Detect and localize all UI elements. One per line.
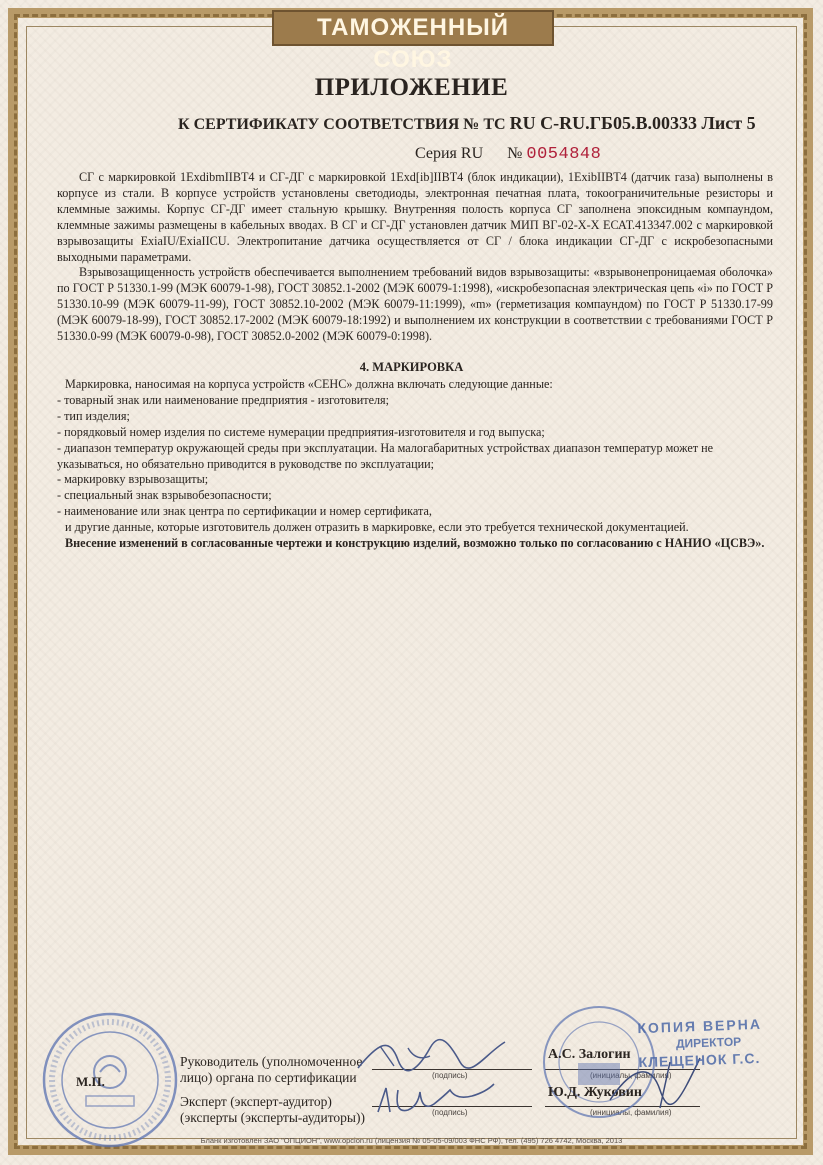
expert-signature-caption: (подпись) <box>432 1108 468 1117</box>
head-label-line-2: лицо) органа по сертификации <box>180 1070 357 1085</box>
copy-stamp-line-3: КЛЕЩЕНОК Г.С. <box>638 1049 761 1071</box>
copy-stamp-line-1: КОПИЯ ВЕРНА <box>637 1015 763 1037</box>
head-initials-caption: (инициалы, фамилия) <box>590 1071 672 1080</box>
list-item: - товарный знак или наименование предприятия - изготовителя; <box>57 392 390 407</box>
marking-intro: Маркировка, наносимая на корпуса устройств «СЕНС» должна включать следующие данные: <box>65 377 553 391</box>
paragraph-explosion-protection: Взрывозащищенность устройств обеспечивается выполнением требований видов взрывозащиты: «взрывонепроницаемая оболочка» по ГОСТ Р 51330.1-99 (МЭК 60079-1-98), ГОСТ 30852.1-2002 (МЭК 60079-1:1998), «искробезопасная электрическая цепь «i» по ГОСТ Р 51330.10-99 (МЭК 60079-11-99), ГОСТ 30852.10-2002 (МЭК 60079-11:1999), «m» (герметизация компаундом) по ГОСТ Р 51330.17-99 (МЭК 60079-18-99), ГОСТ 30852.17-2002 (МЭК 60079-18:1992) и выполнением их конструкции в соответствии с требованиями ГОСТ Р 51330.0-99 (МЭК 60079-0-98), ГОСТ 30852.0-2002 (МЭК 60079-0:1998). <box>57 265 773 344</box>
expert-label <box>180 1094 365 1126</box>
customs-union-banner: ТАМОЖЕННЫЙ СОЮЗ <box>272 10 554 46</box>
head-signature <box>350 1036 510 1076</box>
body-text <box>57 170 773 345</box>
list-item: - маркировку взрывозащиты; <box>57 472 209 487</box>
certificate-number: RU C-RU.ГБ05.В.00333 Лист 5 <box>509 113 756 133</box>
list-item: - специальный знак взрывобезопасности; <box>57 488 272 503</box>
section-heading: 4. МАРКИРОВКА <box>359 360 464 374</box>
list-item: и другие данные, которые изготовитель должен отразить в маркировке, если это требуется технической документацией. <box>65 520 689 535</box>
certification-body-stamp <box>40 1010 180 1150</box>
list-item: - тип изделия; <box>57 408 130 423</box>
series-line <box>415 145 601 164</box>
expert-label-line-2: (эксперты (эксперты-аудиторы)) <box>180 1110 365 1125</box>
head-label <box>180 1054 362 1086</box>
head-signature-caption: (подпись) <box>432 1071 468 1080</box>
seal-place-label: М.П. <box>76 1074 105 1089</box>
copy-certified-stamp <box>637 1016 763 1071</box>
number-label: № <box>507 145 523 162</box>
certificate-prefix: К СЕРТИФИКАТУ СООТВЕТСТВИЯ № ТС <box>178 116 506 133</box>
head-label-line-1: Руководитель (уполномоченное <box>180 1054 363 1069</box>
expert-label-line-1: Эксперт (эксперт-аудитор) <box>180 1094 332 1109</box>
list-item: - наименование или знак центра по сертификации и номер сертификата, <box>57 504 432 519</box>
list-item: - порядковый номер изделия по системе нумерации предприятия-изготовителя и год выпуска; <box>57 424 545 439</box>
expert-initials-caption: (инициалы, фамилия) <box>590 1108 672 1117</box>
head-name: А.С. Залогин <box>548 1047 631 1062</box>
expert-name: Ю.Д. Жуковин <box>548 1085 642 1100</box>
series-label: Серия <box>415 145 457 162</box>
form-footer: Бланк изготовлен ЗАО "ОПЦИОН", www.opcion.ru (лицензия № 05-05-09/003 ФНС РФ), тел. (495) 726 4742, Москва, 2013 <box>200 1136 623 1145</box>
copy-stamp-line-2: ДИРЕКТОР <box>675 1034 742 1051</box>
certificate-line <box>178 113 756 134</box>
paragraph-construction: СГ с маркировкой 1ExdibmIIBT4 и СГ-ДГ с маркировкой 1Exd[ib]IIBT4 (блок индикации), 1ExibIIBT4 (датчик газа) выполнены в корпусе из стали. В корпусе устройств установлены светодиоды, электронная печатная плата, токоограничительные резисторы и клеммные зажимы. Корпус СГ-ДГ имеет стальную крышку. Внутренняя полость корпуса СГ заполнена эпоксидным компаундом, клеммные зажимы размещены в кабельных вводах. В СГ и СГ-ДГ установлен датчик МИП ВГ-02-Х-Х ЕСАТ.413347.002 с маркировкой взрывозащиты ExiaIU/ExiaIICU. Электропитание датчика осуществляется от СГ / блока индикации СГ-ДГ с искробезопасными выходными параметрами. <box>57 170 773 264</box>
blank-number: 0054848 <box>526 145 602 164</box>
changes-note: Внесение изменений в согласованные чертежи и конструкцию изделий, возможно только по согласованию с НАНИО «ЦСВЭ». <box>65 536 765 551</box>
marking-list <box>57 377 773 552</box>
series-value: RU <box>460 145 484 162</box>
expert-signature <box>372 1082 502 1120</box>
page-title: ПРИЛОЖЕНИЕ <box>314 74 509 101</box>
list-item: - диапазон температур окружающей среды при эксплуатации. На малогабаритных устройствах диапазон температур может не указываться, но обязательно приводится в руководстве по эксплуатации; <box>57 440 714 471</box>
